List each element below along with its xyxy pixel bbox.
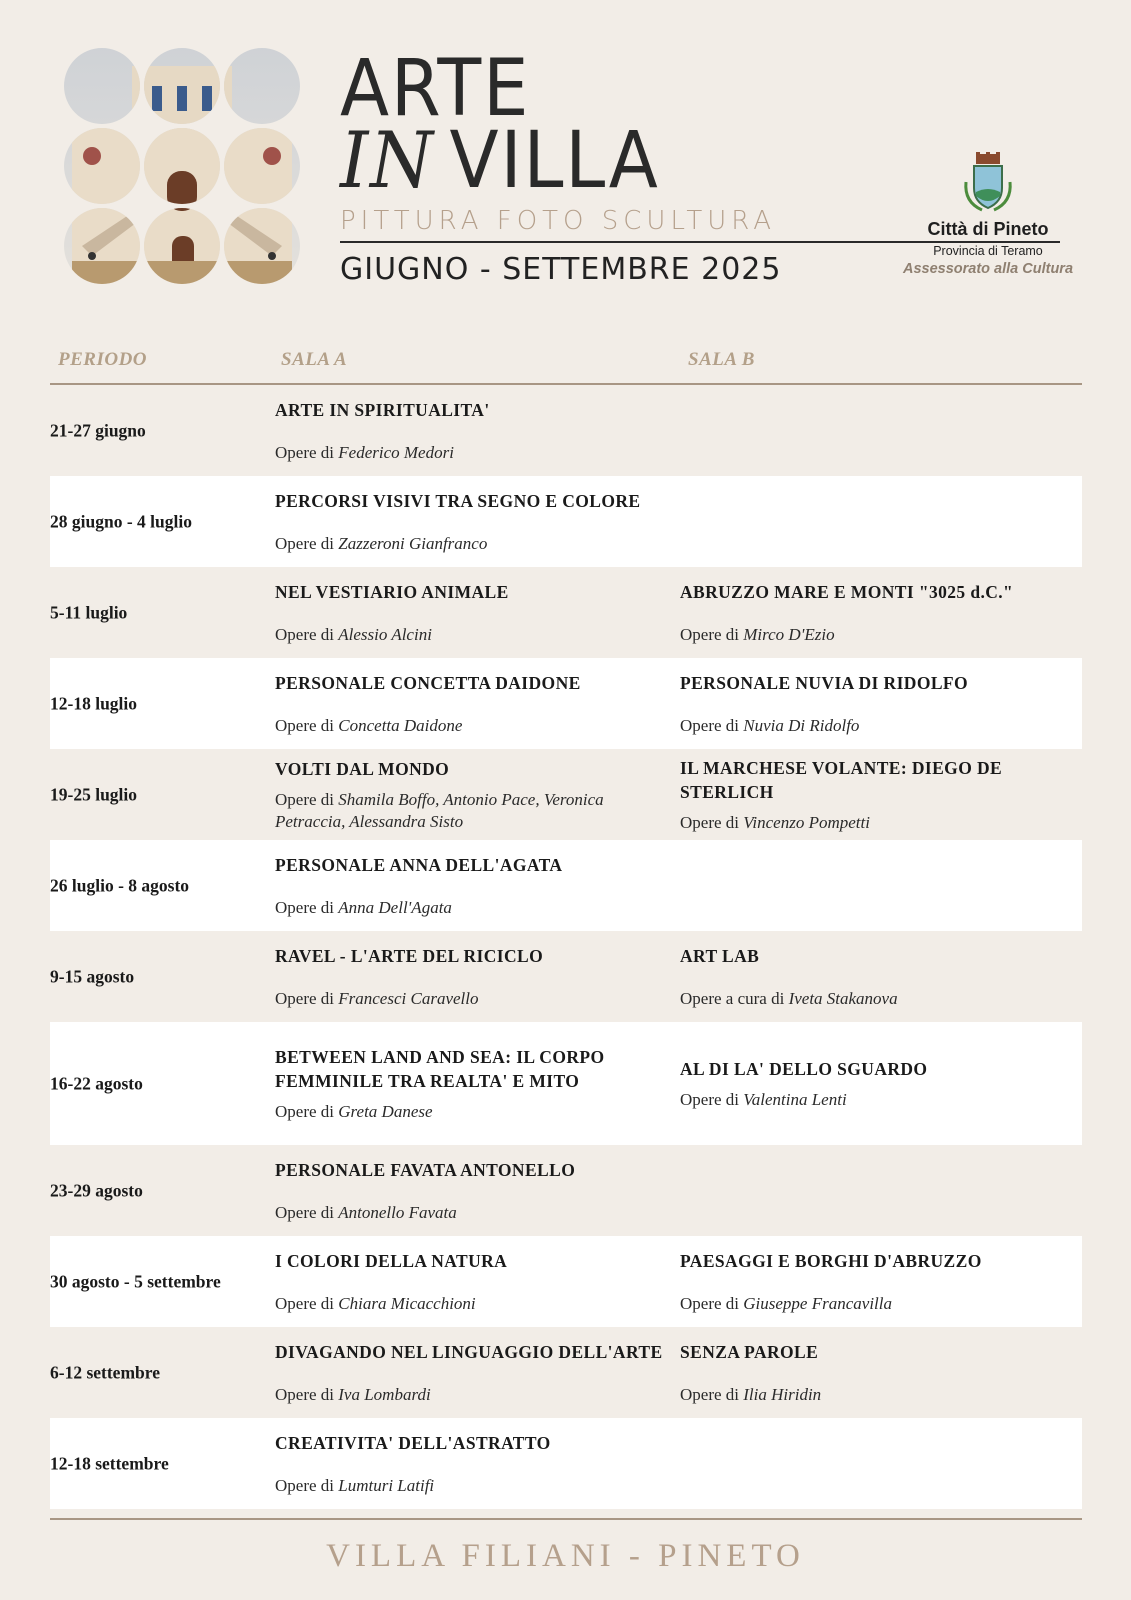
artist-name: Giuseppe Francavilla (743, 1293, 892, 1313)
artist-name: Ilia Hiridin (743, 1384, 822, 1404)
artist-name: Iva Lombardi (338, 1384, 431, 1404)
exhibition-title: NEL VESTIARIO ANIMALE (275, 581, 509, 602)
venue-footer: VILLA FILIANI - PINETO (326, 1538, 805, 1574)
table-row (50, 749, 1082, 840)
artist-prefix: Opere di (275, 897, 339, 917)
exhibition-title: BETWEEN LAND AND SEA: IL CORPO FEMMINILE TRA REALTA' E MITO (275, 1046, 605, 1091)
artist-prefix: Opere di (680, 1293, 744, 1313)
table-row (50, 1236, 1082, 1327)
period-label: 9-15 agosto (50, 966, 135, 986)
exhibition-artist (275, 624, 670, 646)
period-label: 30 agosto - 5 settembre (50, 1271, 221, 1291)
artist-name: Greta Danese (338, 1101, 433, 1121)
artist-prefix: Opere di (680, 812, 744, 832)
exhibition-artist (275, 1384, 670, 1406)
table-row (50, 1418, 1082, 1509)
artist-prefix: Opere di (680, 624, 744, 644)
exhibition-title: DIVAGANDO NEL LINGUAGGIO DELL'ARTE (275, 1341, 663, 1362)
artist-name: Anna Dell'Agata (338, 897, 452, 917)
sala-b-cell (680, 749, 1080, 840)
exhibition-title: PERSONALE NUVIA DI RIDOLFO (680, 672, 969, 693)
title-arte: ARTE (340, 44, 531, 134)
period-label: 23-29 agosto (50, 1180, 143, 1200)
exhibition-title: CREATIVITA' DELL'ASTRATTO (275, 1432, 551, 1453)
artist-prefix: Opere di (680, 715, 744, 735)
table-row (50, 1145, 1082, 1236)
exhibition-artist (680, 988, 1080, 1010)
sala-a-cell (275, 1022, 670, 1145)
exhibition-artist (275, 897, 670, 919)
artist-prefix: Opere di (680, 1384, 744, 1404)
table-row (50, 476, 1082, 567)
sala-a-cell (275, 1327, 670, 1418)
exhibition-title: ABRUZZO MARE E MONTI "3025 d.C." (680, 581, 1014, 602)
artist-prefix: Opere di (275, 715, 339, 735)
artist-prefix: Opere di (680, 1089, 744, 1109)
artist-prefix: Opere di (275, 1202, 339, 1222)
artist-name: Chiara Micacchioni (338, 1293, 476, 1313)
period-label: 6-12 settembre (50, 1362, 160, 1382)
sala-a-cell (275, 840, 670, 931)
exhibition-title: ART LAB (680, 945, 760, 966)
sala-a-cell (275, 749, 670, 840)
town-name: Città di Pineto (927, 219, 1049, 239)
exhibition-title: SENZA PAROLE (680, 1341, 819, 1362)
exhibition-artist (680, 812, 1080, 834)
event-dates: GIUGNO - SETTEMBRE 2025 (340, 252, 782, 287)
period-label: 5-11 luglio (50, 602, 128, 622)
header-periodo: PERIODO (58, 349, 148, 370)
exhibition-title: AL DI LA' DELLO SGUARDO (680, 1058, 928, 1079)
sala-b-cell (680, 1022, 1080, 1145)
villa-photo-logo (62, 46, 302, 286)
exhibition-artist (680, 624, 1080, 646)
sala-a-cell (275, 1236, 670, 1327)
exhibition-artist (275, 988, 670, 1010)
schedule-table (50, 385, 1082, 1509)
subtitle: PITTURA FOTO SCULTURA (340, 206, 777, 236)
artist-name: Francesci Caravello (338, 988, 479, 1008)
exhibition-artist (275, 1293, 670, 1315)
artist-prefix: Opere di (275, 1384, 339, 1404)
exhibition-title: PERSONALE ANNA DELL'AGATA (275, 854, 563, 875)
department: Assessorato alla Cultura (902, 261, 1074, 277)
artist-name: Concetta Daidone (338, 715, 463, 735)
table-row (50, 385, 1082, 476)
exhibition-artist (275, 1202, 670, 1224)
artist-name: Iveta Stakanova (788, 988, 898, 1008)
title-in-villa (340, 116, 660, 206)
sala-a-cell (275, 385, 670, 476)
artist-name: Shamila Boffo, Antonio Pace, Veronica Petraccia, Alessandra Sisto (275, 789, 604, 831)
exhibition-title: ARTE IN SPIRITUALITA' (275, 399, 490, 420)
exhibition-artist (275, 1475, 670, 1497)
exhibition-title: PAESAGGI E BORGHI D'ABRUZZO (680, 1250, 982, 1271)
artist-prefix: Opere di (275, 1293, 339, 1313)
header-sala-a: SALA A (281, 349, 348, 370)
title-in: IN (340, 116, 435, 206)
exhibition-title: PERSONALE FAVATA ANTONELLO (275, 1159, 576, 1180)
table-row (50, 931, 1082, 1022)
exhibition-title: PERCORSI VISIVI TRA SEGNO E COLORE (275, 490, 641, 511)
exhibition-title: VOLTI DAL MONDO (275, 758, 450, 779)
artist-name: Federico Medori (338, 442, 454, 462)
exhibition-artist (680, 1089, 1080, 1111)
exhibition-artist (275, 789, 670, 833)
sala-b-cell (680, 1327, 1080, 1418)
sala-a-cell (275, 931, 670, 1022)
artist-name: Antonello Favata (338, 1202, 457, 1222)
sala-a-cell (275, 658, 670, 749)
artist-prefix: Opere di (275, 1101, 339, 1121)
table-bottom-rule (50, 1518, 1082, 1520)
artist-name: Valentina Lenti (743, 1089, 847, 1109)
exhibition-artist (680, 1293, 1080, 1315)
sala-a-cell (275, 567, 670, 658)
artist-prefix: Opere a cura di (680, 988, 789, 1008)
period-label: 12-18 settembre (50, 1453, 169, 1473)
exhibition-artist (275, 533, 670, 555)
artist-prefix: Opere di (275, 988, 339, 1008)
exhibition-title: RAVEL - L'ARTE DEL RICICLO (275, 945, 544, 966)
artist-name: Lumturi Latifi (338, 1475, 435, 1495)
exhibition-artist (275, 1101, 670, 1123)
table-row (50, 1022, 1082, 1145)
sala-a-cell (275, 1145, 670, 1236)
artist-prefix: Opere di (275, 1475, 339, 1495)
period-label: 21-27 giugno (50, 420, 146, 440)
sala-b-cell (680, 658, 1080, 749)
exhibition-title: IL MARCHESE VOLANTE: DIEGO DE STERLICH (680, 757, 1003, 802)
exhibition-artist (680, 1384, 1080, 1406)
artist-name: Vincenzo Pompetti (743, 812, 870, 832)
artist-name: Nuvia Di Ridolfo (743, 715, 860, 735)
period-label: 28 giugno - 4 luglio (50, 511, 192, 531)
title-villa: VILLA (449, 116, 660, 206)
period-label: 26 luglio - 8 agosto (50, 875, 190, 895)
artist-prefix: Opere di (275, 789, 339, 809)
artist-name: Alessio Alcini (338, 624, 432, 644)
exhibition-artist (275, 715, 670, 737)
sala-a-cell (275, 1418, 670, 1509)
province: Provincia di Teramo (933, 244, 1043, 258)
exhibition-title: I COLORI DELLA NATURA (275, 1250, 508, 1271)
artist-name: Mirco D'Ezio (743, 624, 835, 644)
table-row (50, 1327, 1082, 1418)
town-crest-icon (962, 152, 1014, 214)
artist-name: Zazzeroni Gianfranco (338, 533, 488, 553)
sala-b-cell (680, 567, 1080, 658)
period-label: 12-18 luglio (50, 693, 138, 713)
artist-prefix: Opere di (275, 624, 339, 644)
period-label: 19-25 luglio (50, 784, 138, 804)
table-row (50, 567, 1082, 658)
table-row (50, 658, 1082, 749)
town-block (900, 219, 1076, 277)
sala-a-cell (275, 476, 670, 567)
exhibition-artist (275, 442, 670, 464)
table-row (50, 840, 1082, 931)
exhibition-artist (680, 715, 1080, 737)
period-label: 16-22 agosto (50, 1073, 143, 1093)
sala-b-cell (680, 931, 1080, 1022)
header-sala-b: SALA B (688, 349, 755, 370)
exhibition-title: PERSONALE CONCETTA DAIDONE (275, 672, 581, 693)
artist-prefix: Opere di (275, 533, 339, 553)
sala-b-cell (680, 1236, 1080, 1327)
artist-prefix: Opere di (275, 442, 339, 462)
